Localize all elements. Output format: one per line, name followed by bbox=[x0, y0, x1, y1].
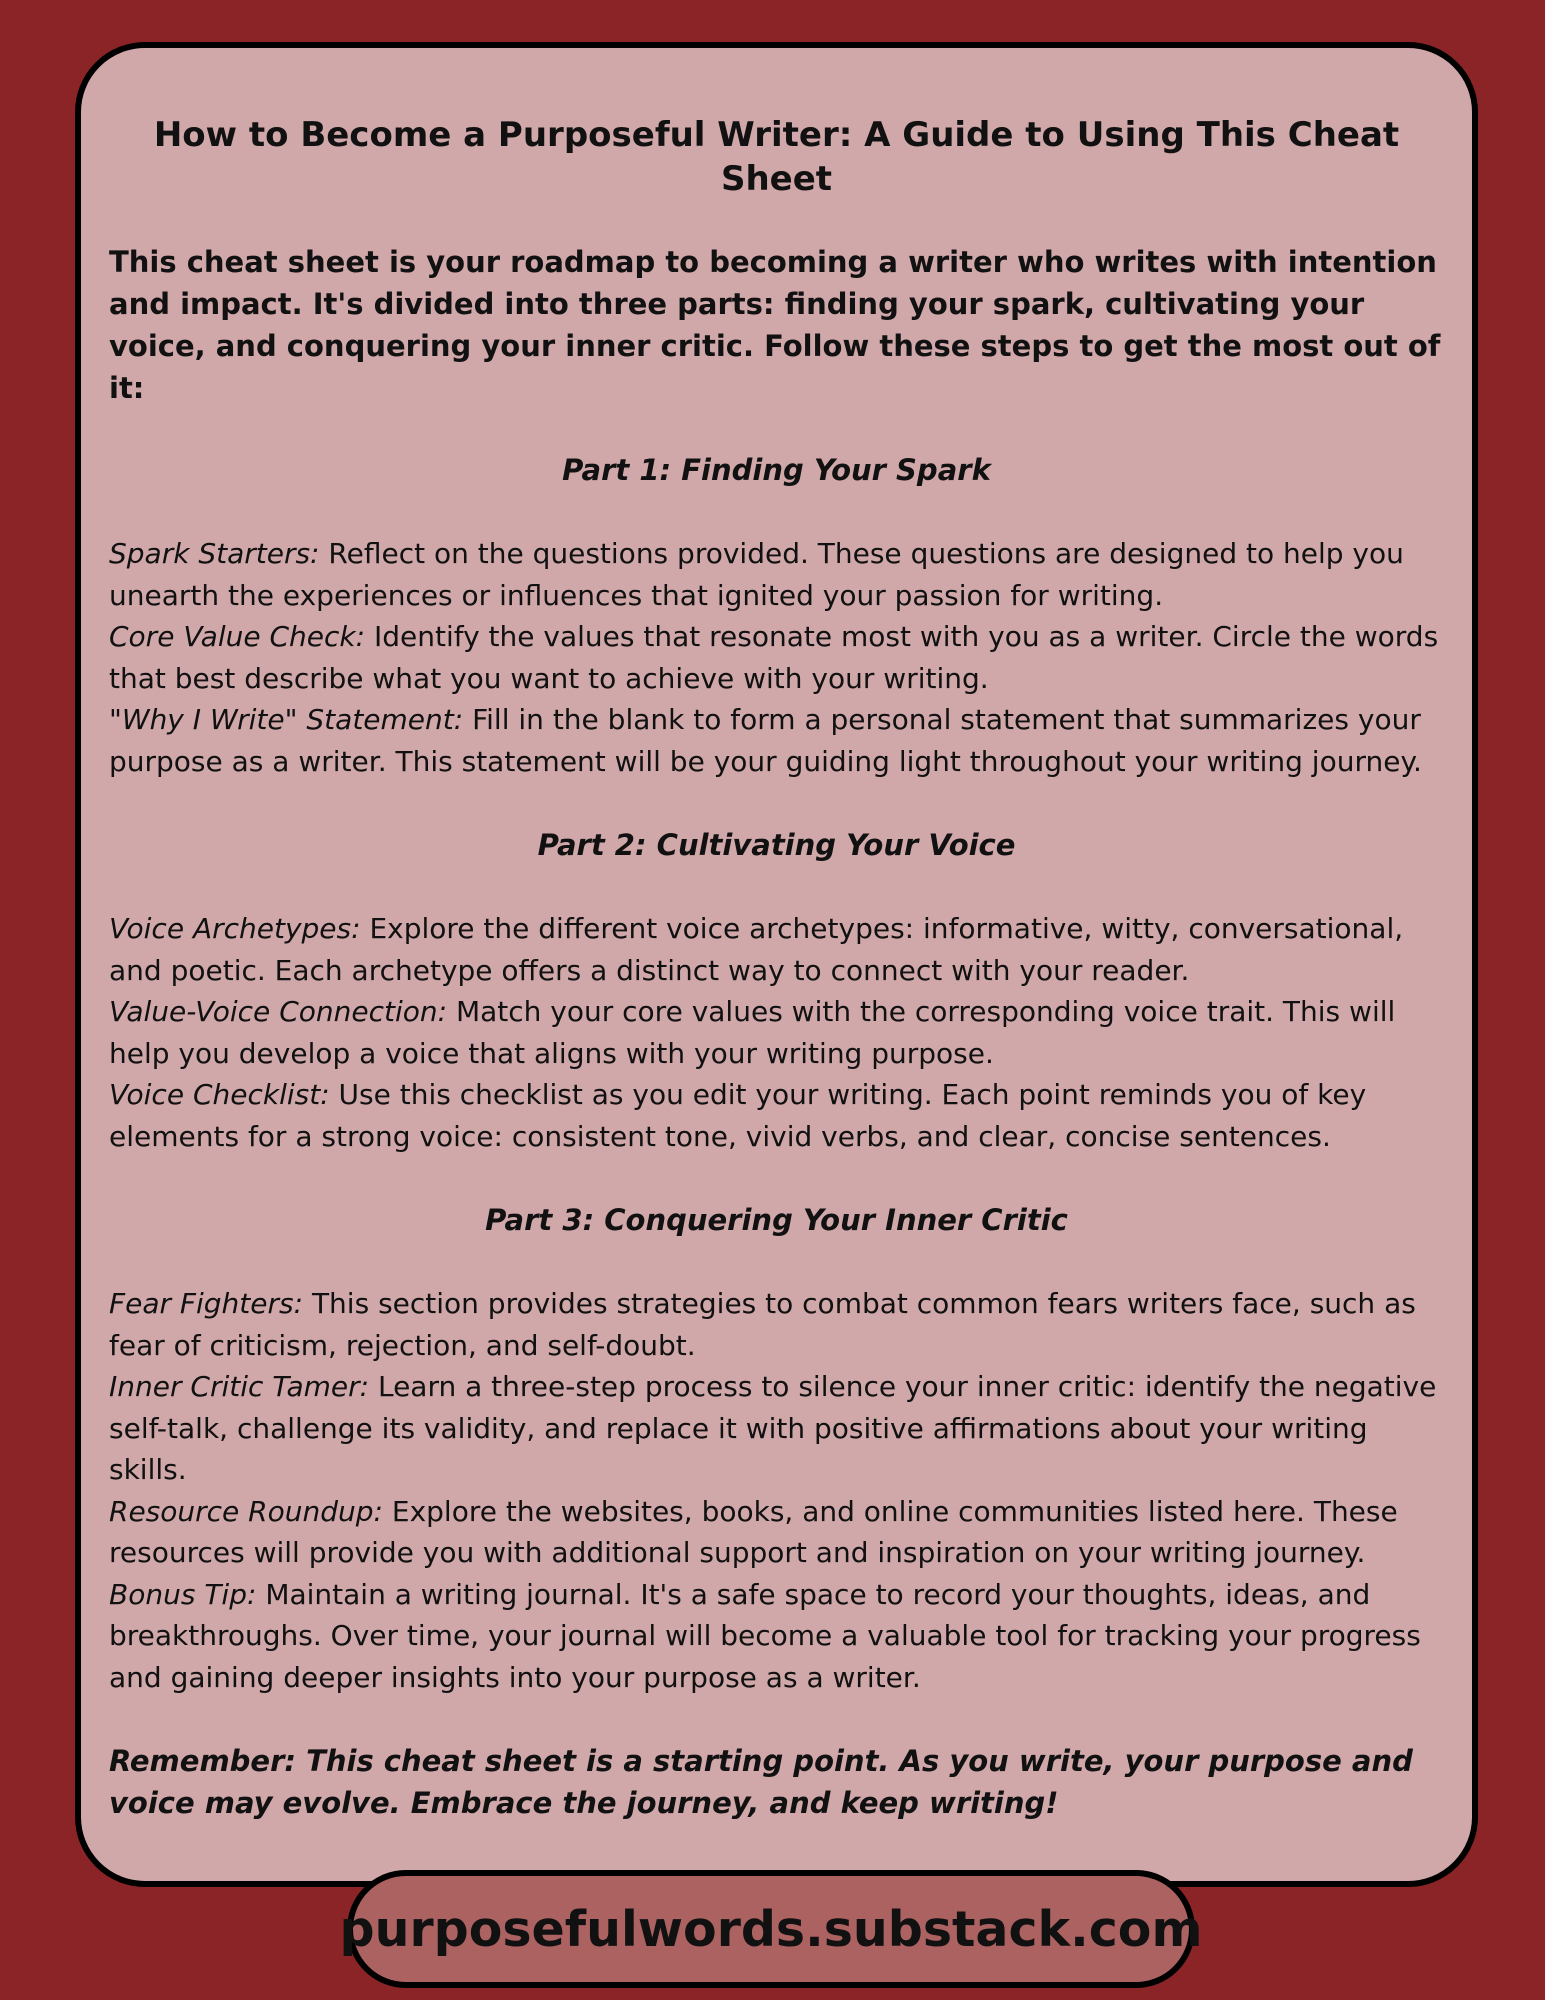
item-term: Bonus Tip: bbox=[109, 1577, 257, 1611]
item-term: Inner Critic Tamer: bbox=[109, 1370, 370, 1403]
item-text: Learn a three-step process to silence your inner critic: identify the negative self-talk, challenge its validity, and replace it with positive affirmations about your writing skills. bbox=[109, 1370, 1437, 1486]
item-term: Fear Fighters: bbox=[109, 1287, 304, 1320]
part-1-section bbox=[109, 449, 1444, 782]
part-1-heading: Part 1: Finding Your Spark bbox=[562, 453, 991, 487]
part-3-section bbox=[109, 1199, 1444, 1698]
item-text: Reflect on the questions provided. These questions are designed to help you unearth the experiences or influences that ignited your passion for writing. bbox=[109, 537, 1404, 612]
list-item bbox=[109, 1283, 1444, 1366]
list-item bbox=[109, 1491, 1444, 1574]
list-item bbox=[109, 699, 1444, 782]
substack-url-link[interactable]: purposefulwords.substack.com bbox=[347, 1870, 1195, 1988]
item-term: Core Value Check: bbox=[109, 620, 366, 653]
card-content bbox=[109, 113, 1444, 1824]
item-text: Match your core values with the corresponding voice trait. This will help you develop a voice that aligns with your writing purpose. bbox=[109, 995, 1396, 1070]
list-item bbox=[109, 908, 1444, 991]
item-text: Maintain a writing journal. It's a safe space to record your thoughts, ideas, and breakthroughs. Over time, your journal will become a valuable tool for tracking your progress and gaining deeper insights into your purpose as a writer. bbox=[109, 1577, 1421, 1694]
part-2-section bbox=[109, 824, 1444, 1157]
part-2-heading: Part 2: Cultivating Your Voice bbox=[537, 828, 1016, 862]
item-text: Fill in the blank to form a personal statement that summarizes your purpose as a writer. This statement will be your guiding light throughout your writing journey. bbox=[109, 703, 1422, 778]
list-item bbox=[109, 1574, 1444, 1699]
list-item bbox=[109, 533, 1444, 616]
item-term: "Why I Write" Statement: bbox=[109, 703, 464, 736]
page-title: How to Become a Purposeful Writer: A Guide to Using This Cheat Sheet bbox=[153, 115, 1400, 199]
cheat-sheet-card bbox=[75, 42, 1478, 1887]
item-term: Voice Archetypes: bbox=[109, 912, 361, 945]
item-text: Identify the values that resonate most with you as a writer. Circle the words that best describe what you want to achieve with your writing. bbox=[109, 620, 1439, 695]
item-text: Explore the different voice archetypes: informative, witty, conversational, and poetic. Each archetype offers a distinct way to connect with your reader. bbox=[109, 912, 1404, 987]
part-3-items bbox=[109, 1283, 1444, 1698]
intro-paragraph: This cheat sheet is your roadmap to becoming a writer who writes with intention and impact. It's divided into three parts: finding your spark, cultivating your voice, and conquering your inner critic. Follow these steps to get the most out of it: bbox=[109, 245, 1441, 405]
list-item bbox=[109, 1366, 1444, 1491]
list-item bbox=[109, 616, 1444, 699]
item-term: Spark Starters: bbox=[109, 537, 320, 570]
item-text: This section provides strategies to combat common fears writers face, such as fear of criticism, rejection, and self-doubt. bbox=[109, 1287, 1416, 1362]
item-term: Value-Voice Connection: bbox=[109, 995, 448, 1028]
item-term: Resource Roundup: bbox=[109, 1494, 383, 1528]
item-text: Use this checklist as you edit your writing. Each point reminds you of key elements for a strong voice: consistent tone, vivid verbs, and clear, concise sentences. bbox=[109, 1078, 1367, 1153]
list-item bbox=[109, 1074, 1444, 1157]
item-text: Explore the websites, books, and online communities listed here. These resources will provide you with additional support and inspiration on your writing journey. bbox=[109, 1494, 1398, 1569]
part-3-heading: Part 3: Conquering Your Inner Critic bbox=[485, 1203, 1068, 1237]
list-item bbox=[109, 991, 1444, 1074]
part-1-items bbox=[109, 533, 1444, 782]
remember-note: Remember: This cheat sheet is a starting point. As you write, your purpose and voice may evolve. Embrace the journey, and keep writing! bbox=[109, 1744, 1413, 1820]
item-term: Voice Checklist: bbox=[109, 1078, 330, 1111]
part-2-items bbox=[109, 908, 1444, 1157]
